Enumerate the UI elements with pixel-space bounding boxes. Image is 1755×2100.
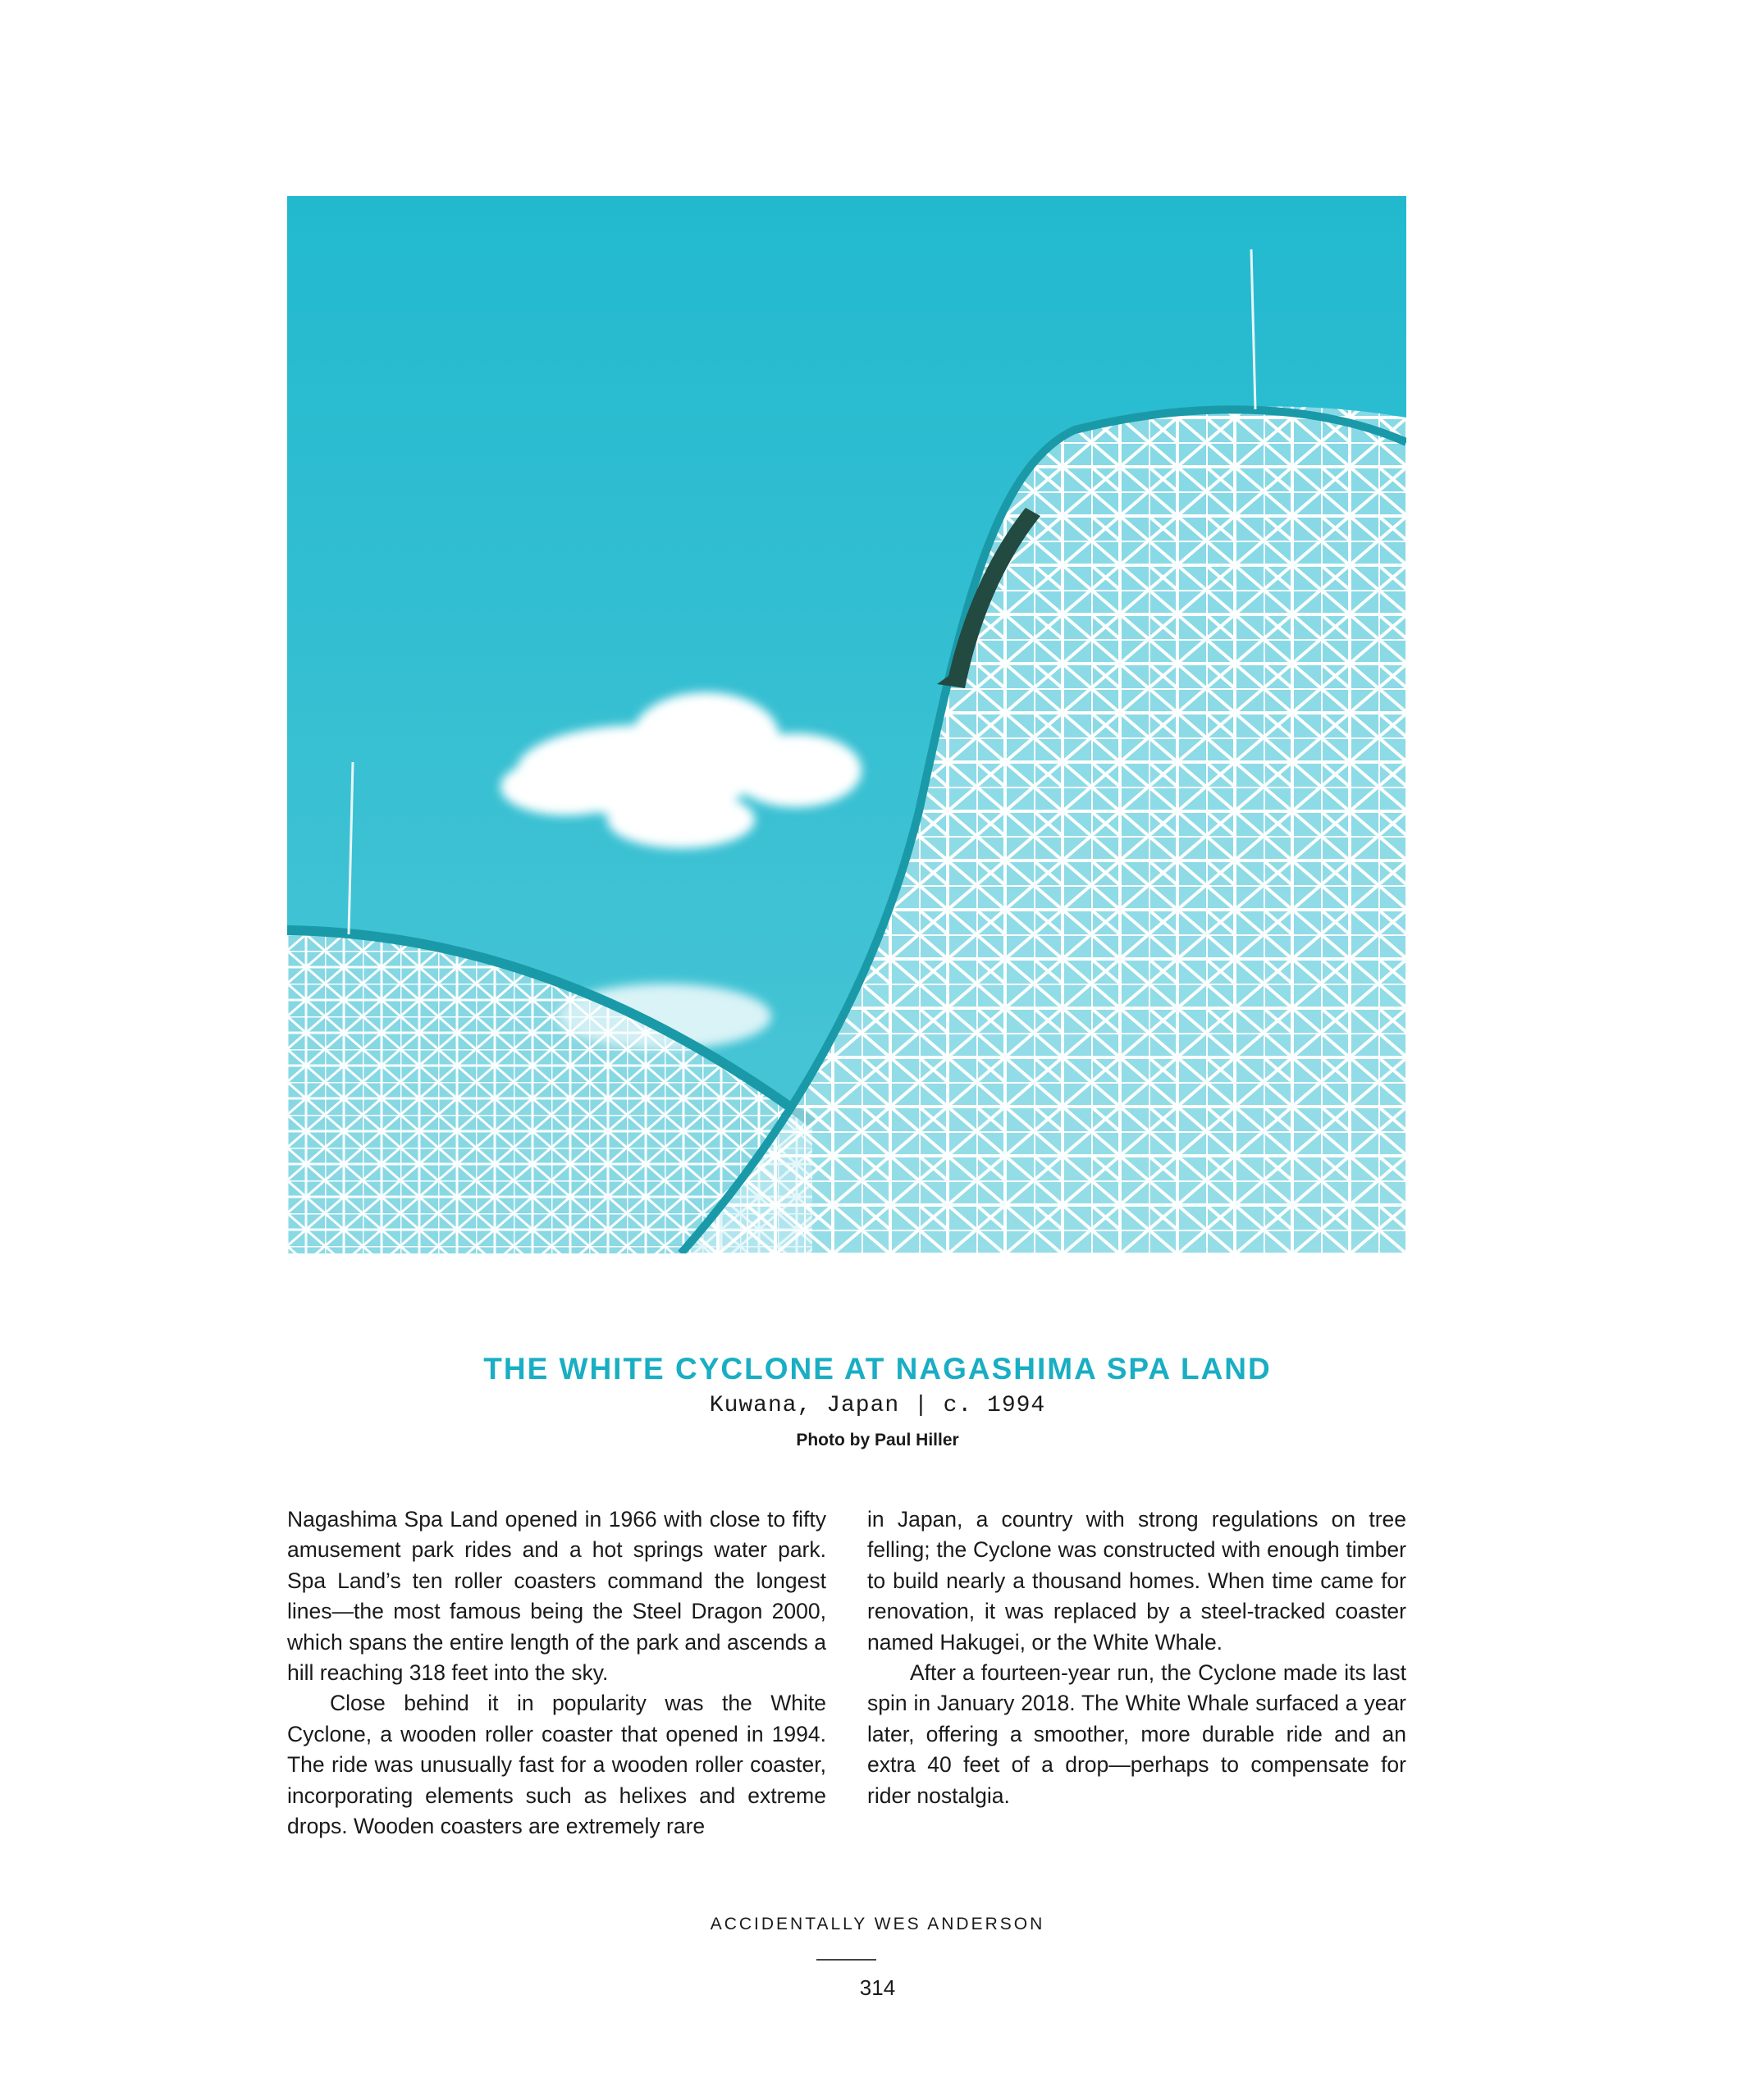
paragraph: After a fourteen-year run, the Cyclone made its last spin in January 2018. The White Whale surfaced a year later, offering a smoother, more durable ride and an extra 40 feet of a drop—perhaps to compensate for rider nostalgia. — [867, 1660, 1406, 1808]
running-footer: ACCIDENTALLY WES ANDERSON — [710, 1915, 1045, 1933]
paragraph: Nagashima Spa Land opened in 1966 with close to fifty amusement park rides and a hot springs water park. Spa Land’s ten roller coasters command the longest lines—the most famous being the Steel Dragon 2000, which spans the entire length of the park and ascends a hill reaching 318 feet into the sky. — [287, 1507, 826, 1686]
paragraph: in Japan, a country with strong regulations on tree felling; the Cyclone was constructed with enough timber to build nearly a thousand homes. When time came for renovation, it was replaced by a steel-tracked coaster named Hakugei, or the White Whale. — [867, 1507, 1406, 1655]
photo-credit: Photo by Paul Hiller — [796, 1431, 959, 1449]
body-column-right — [867, 1504, 1406, 1811]
coaster-photo — [287, 196, 1406, 1253]
paragraph: Close behind it in popularity was the White Cyclone, a wooden roller coaster that opened in 1994. The ride was unusually fast for a wooden roller coaster, incorporating elements such as helixes and extreme drops. Wooden coasters are extremely rare — [287, 1691, 826, 1839]
page-number: 314 — [859, 1975, 896, 2000]
photo-location: Kuwana, Japan | c. 1994 — [709, 1393, 1046, 1418]
footer-divider — [816, 1959, 876, 1961]
photo-title: THE WHITE CYCLONE AT NAGASHIMA SPA LAND — [483, 1352, 1272, 1386]
body-column-left — [287, 1504, 826, 1842]
